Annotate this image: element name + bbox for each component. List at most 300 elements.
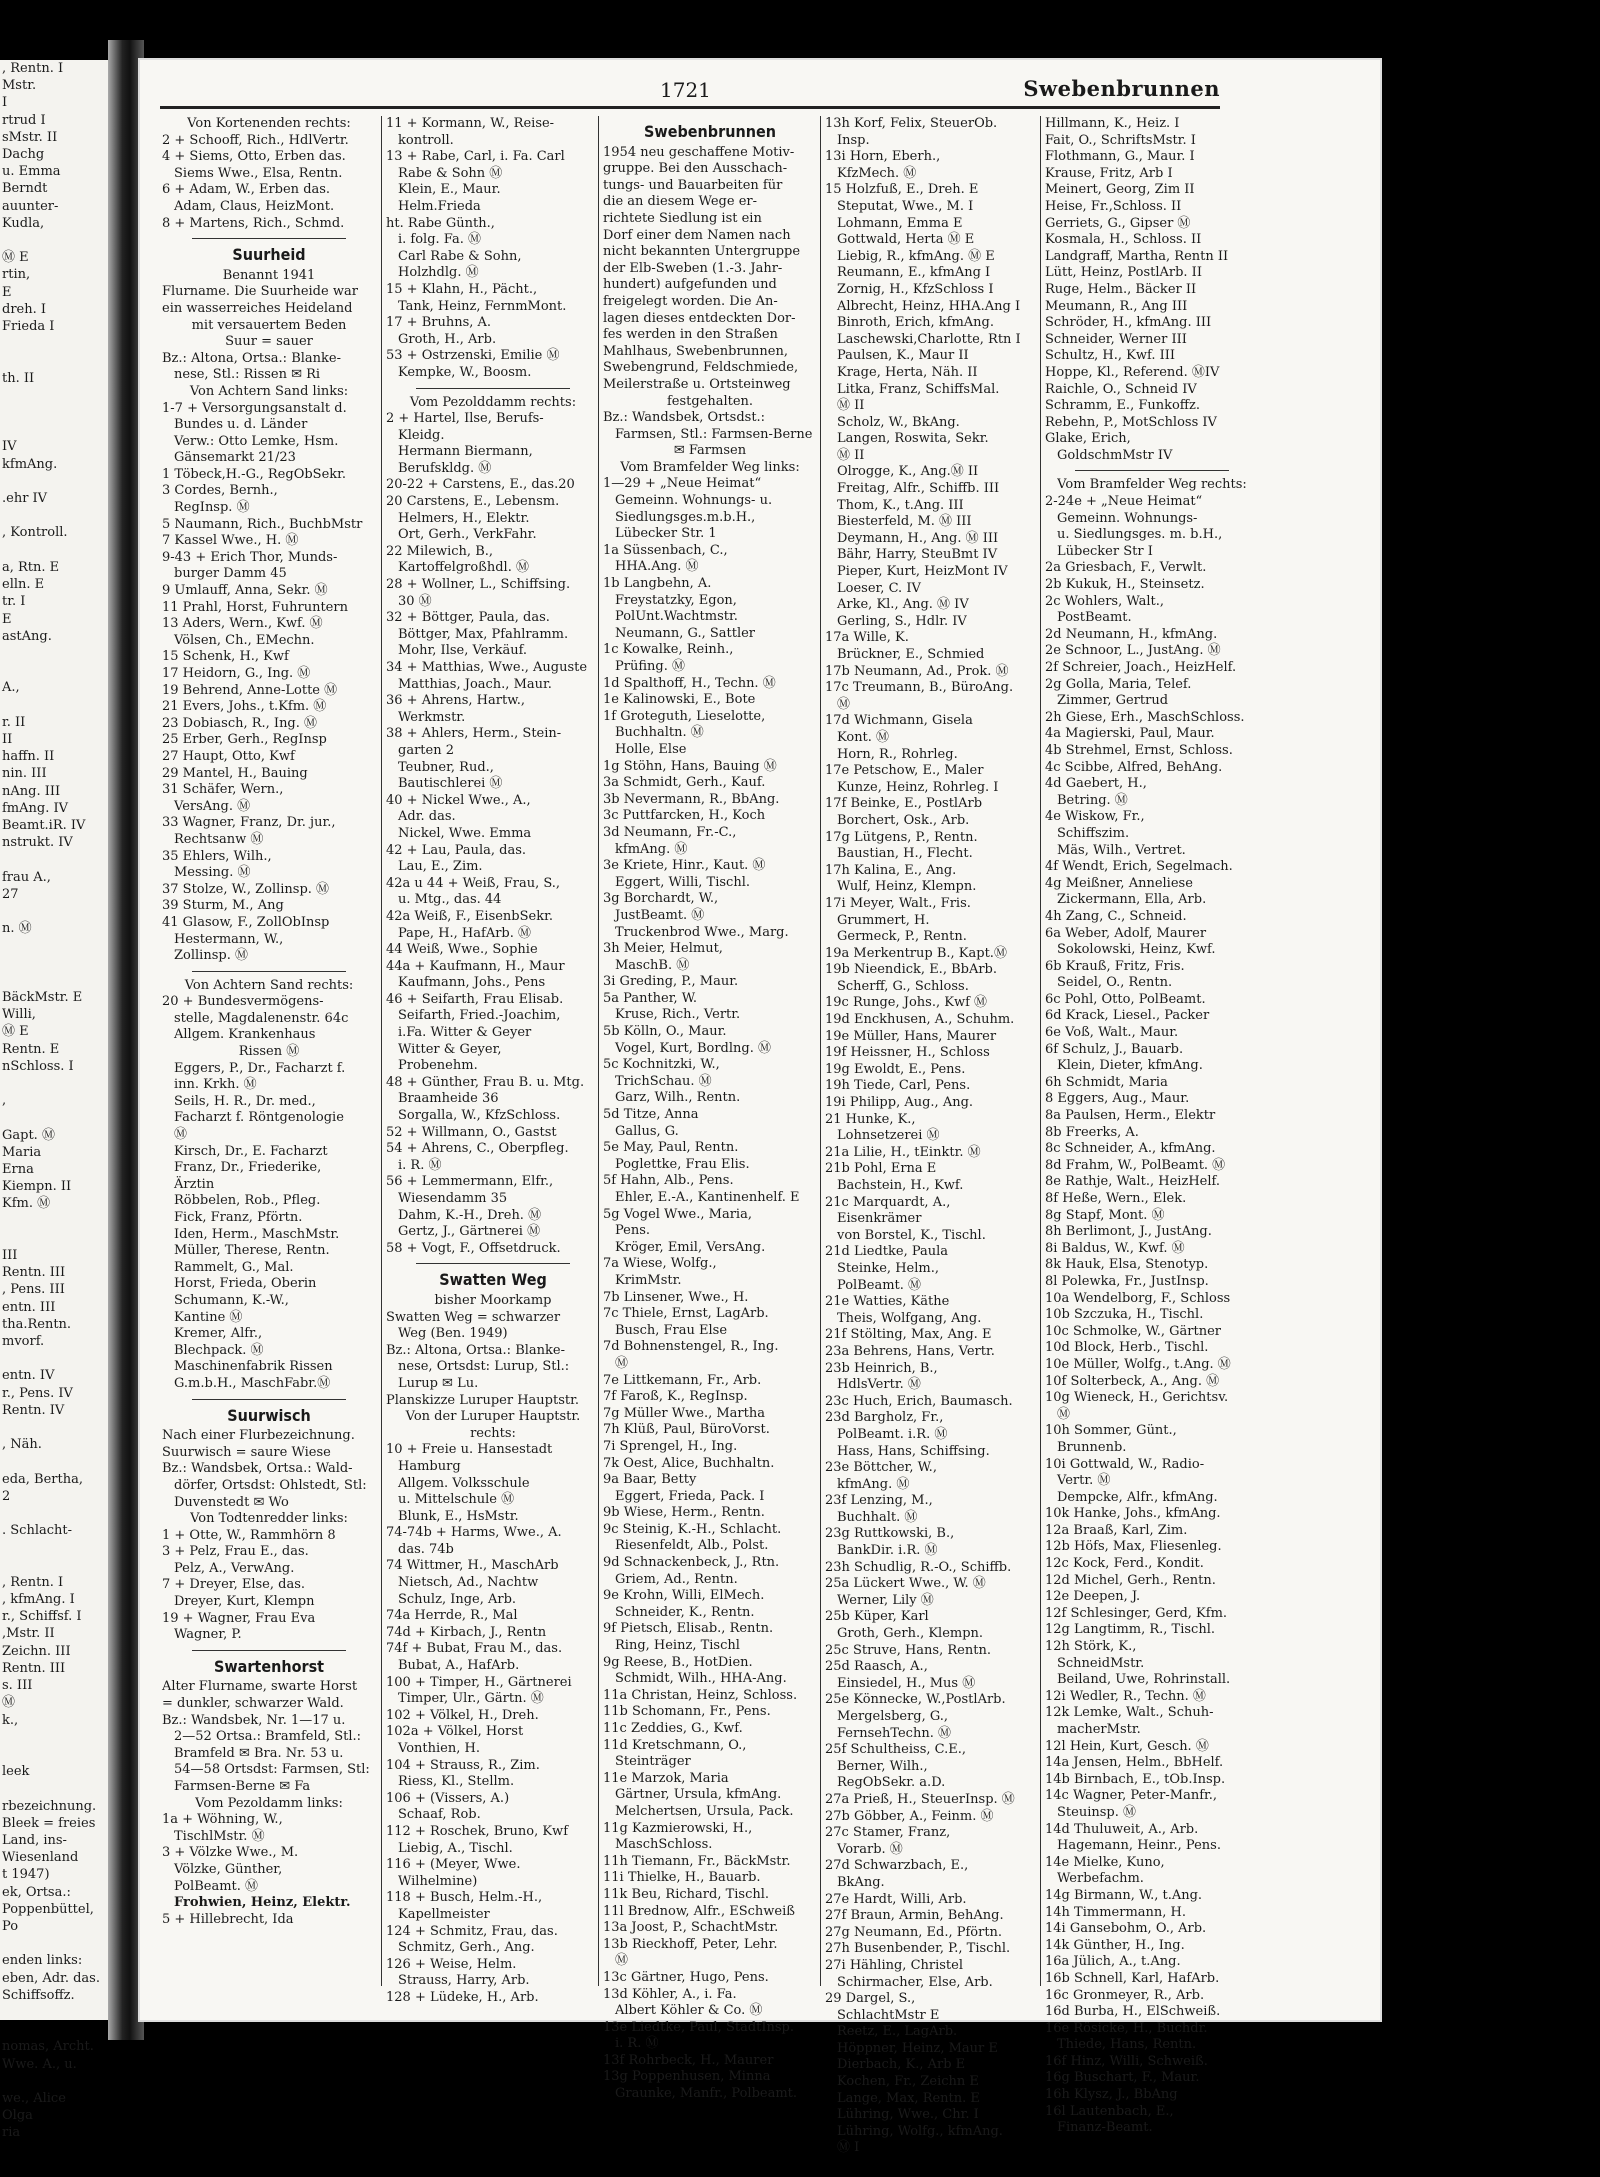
directory-entry: 74-74b + Harms, Wwe., A. [386, 1525, 562, 1541]
directory-entry: Kartoffelgroßhdl. Ⓜ [398, 560, 529, 576]
directory-entry: Alter Flurname, swarte Horst [162, 1679, 358, 1695]
directory-entry: Groth, H., Arb. [398, 331, 497, 347]
section-rule [1075, 470, 1229, 471]
directory-entry: 7 Kassel Wwe., H. Ⓜ [162, 533, 299, 549]
directory-entry: 11h Tiemann, Fr., BäckMstr. [603, 1853, 791, 1869]
directory-entry: i. R. Ⓜ [615, 2036, 659, 2052]
directory-entry: Facharzt f. Röntgenologie [174, 1110, 344, 1126]
directory-entry: 11c Zeddies, G., Kwf. [603, 1721, 743, 1736]
fragment-line: 27 [2, 886, 19, 902]
book-gutter [108, 40, 144, 2040]
page-number: 1721 [660, 78, 711, 102]
directory-entry: Pape, H., HafArb. Ⓜ [398, 925, 532, 941]
directory-entry: 7k Oest, Alice, Buchhaltn. [603, 1455, 775, 1471]
directory-entry: 10b Szczuka, H., Tischl. [1045, 1307, 1204, 1323]
column-1 [162, 116, 376, 1986]
directory-entry: Helmers, H., Elektr. [398, 510, 530, 526]
directory-entry: Meumann, R., Ang III [1045, 298, 1188, 314]
directory-entry: 8e Rathje, Walt., HeizHelf. [1045, 1174, 1220, 1190]
directory-entry: Siems Wwe., Elsa, Rentn. [174, 165, 343, 181]
directory-entry: Steputat, Wwe., M. I [837, 198, 974, 214]
directory-entry: 14d Thuluweit, A., Arb. [1045, 1821, 1199, 1837]
fragment-line: II [2, 731, 13, 747]
directory-entry: 37 Stolze, W., Zollinsp. Ⓜ [162, 881, 330, 897]
directory-entry: Vonthien, H. [398, 1741, 480, 1756]
directory-entry: 11b Schomann, Fr., Pens. [603, 1704, 771, 1720]
directory-entry: 52 + Willmann, O., Gastst [386, 1124, 557, 1140]
directory-entry: TischlMstr. Ⓜ [174, 1828, 265, 1844]
directory-entry: festgehalten. [666, 393, 754, 409]
directory-entry: 4h Zang, C., Schneid. [1045, 908, 1187, 924]
directory-entry: 13 + Rabe, Carl, i. Fa. Carl [386, 149, 565, 165]
directory-entry: 9 Umlauff, Anna, Sekr. Ⓜ [162, 583, 328, 599]
fragment-line: , Pens. III [2, 1282, 65, 1298]
directory-entry: Mergelsberg, G., [837, 1709, 949, 1724]
directory-entry: 4b Strehmel, Ernst, Schloss. [1045, 742, 1233, 758]
street-heading: Suurwisch [227, 1405, 311, 1425]
directory-entry: 4 + Siems, Otto, Erben das. [162, 149, 346, 165]
header-rule [160, 106, 1220, 109]
directory-entry: 1b Langbehn, A. [603, 576, 712, 592]
directory-entry: KfzMech. Ⓜ [837, 165, 917, 181]
directory-entry: Lohmann, Emma E [837, 215, 963, 231]
directory-entry: 17h Kalina, E., Ang. [825, 862, 957, 878]
fragment-line: , Rentn. I [2, 1574, 64, 1590]
directory-entry: Lütt, Heinz, PostlArb. II [1045, 265, 1202, 281]
fragment-line: entn. IV [2, 1368, 55, 1384]
directory-entry: Benannt 1941 [222, 267, 316, 283]
directory-entry: Deymann, H., Ang. Ⓜ III [837, 530, 999, 546]
directory-entry: HHA.Ang. Ⓜ [615, 559, 699, 575]
directory-entry: TrichSchau. Ⓜ [615, 1073, 712, 1089]
directory-entry: 27a Prieß, H., SteuerInsp. Ⓜ [825, 1791, 1015, 1807]
directory-entry: Zimmer, Gertrud [1057, 693, 1169, 709]
directory-entry: 32 + Böttger, Paula, das. [386, 610, 550, 626]
directory-entry: BankDir. i.R. Ⓜ [837, 1543, 938, 1559]
fragment-line [2, 404, 120, 421]
directory-entry: Lübecker Str I [1057, 543, 1153, 559]
directory-entry: Kröger, Emil, VersAng. [615, 1239, 766, 1255]
directory-entry: 16e Rösicke, H., Buchdr. [1045, 2020, 1208, 2036]
directory-entry: 7i Sprengel, H., Ing. [603, 1438, 738, 1454]
fragment-line: nAng. III [2, 783, 61, 799]
directory-entry: 29 Dargel, S., [825, 1991, 916, 2007]
directory-entry: Fick, Franz, Pförtn. [174, 1210, 303, 1225]
directory-entry: Baustian, H., Flecht. [837, 846, 973, 862]
directory-entry: 12e Deepen, J. [1045, 1589, 1141, 1605]
directory-entry: 11g Kazmierowski, H., [603, 1820, 753, 1836]
directory-entry: Witter & Geyer, [398, 1041, 502, 1057]
directory-entry: Bz.: Altona, Ortsa.: Blanke- [386, 1342, 565, 1358]
fragment-line: entn. III [2, 1299, 56, 1315]
fragment-line: Schiffsoffz. [2, 1987, 75, 2003]
directory-entry: gruppe. Bei den Ausschach- [603, 161, 788, 177]
directory-entry: 106 + (Vissers, A.) [386, 1790, 510, 1806]
fragment-line: ria [2, 2125, 21, 2141]
directory-entry: Scholz, W., BkAng. [837, 414, 960, 430]
directory-entry: 19f Heissner, H., Schloss [825, 1045, 990, 1061]
fragment-line [2, 1453, 120, 1470]
directory-entry: die an diesem Wege er- [603, 194, 758, 210]
fragment-line: auunter- [2, 198, 59, 214]
fragment-line: ek, Ortsa.: [2, 1884, 71, 1900]
directory-entry: 15 Schenk, H., Kwf [162, 649, 289, 665]
directory-entry: 104 + Strauss, R., Zim. [386, 1757, 540, 1773]
directory-entry: 23f Lenzing, M., [825, 1493, 933, 1509]
directory-entry: Bachstein, H., Kwf. [837, 1178, 964, 1193]
directory-entry: 14a Jensen, Helm., BbHelf. [1045, 1755, 1224, 1771]
directory-entry: 3i Greding, P., Maur. [603, 974, 739, 990]
fragment-line: eda, Bertha, [2, 1471, 83, 1487]
running-head: Swebenbrunnen [1023, 76, 1220, 101]
directory-entry: FernsehTechn. Ⓜ [837, 1725, 951, 1741]
directory-entry: 19e Müller, Hans, Maurer [825, 1028, 997, 1044]
directory-entry: RegInsp. Ⓜ [174, 500, 250, 516]
directory-entry: Swebengrund, Feldschmiede, [603, 360, 799, 376]
directory-entry: Germeck, P., Rentn. [837, 929, 967, 945]
directory-entry: 46 + Seifarth, Frau Elisab. [386, 991, 564, 1007]
fragment-line [2, 903, 120, 920]
directory-entry: 10k Hanke, Johs., kfmAng. [1045, 1506, 1221, 1522]
directory-entry: Horst, Frieda, Oberin [174, 1276, 317, 1292]
directory-entry: 13f Rohrbeck, H., Maurer [603, 2052, 774, 2068]
directory-entry: Freystatzky, Egon, [615, 592, 737, 608]
directory-entry: 5 + Hillebrecht, Ida [162, 1911, 294, 1927]
directory-entry: 74 Wittmer, H., MaschArb [386, 1558, 559, 1574]
directory-entry: 16d Burba, H., ElSchweiß. [1045, 2004, 1221, 2020]
directory-entry: Graunke, Manfr., Polbeamt. [615, 2086, 798, 2102]
directory-entry: Albrecht, Heinz, HHA.Ang I [837, 298, 1021, 314]
directory-entry: Hagemann, Heinr., Pens. [1057, 1838, 1221, 1854]
directory-entry: 23g Ruttkowski, B., [825, 1526, 955, 1542]
directory-entry: Klein, Dieter, kfmAng. [1057, 1058, 1203, 1074]
directory-entry: 13i Horn, Eberh., [825, 149, 941, 165]
directory-entry: Seifarth, Fried.-Joachim, [398, 1008, 561, 1024]
directory-entry: 21 Evers, Johs., t.Kfm. Ⓜ [162, 699, 327, 715]
directory-entry: G.m.b.H., MaschFabr.Ⓜ [174, 1375, 331, 1391]
directory-entry: Planskizze Luruper Hauptstr. [386, 1392, 580, 1408]
directory-entry: Prüfing. Ⓜ [615, 659, 685, 674]
directory-entry: GoldschmMstr IV [1057, 447, 1173, 463]
directory-entry: 12d Michel, Gerh., Rentn. [1045, 1572, 1216, 1588]
directory-entry: Beiland, Uwe, Rohrinstall. [1057, 1672, 1231, 1688]
directory-entry: 17c Treumann, B., BüroAng. [825, 680, 1014, 696]
directory-entry: Flurname. Die Suurheide war [162, 284, 358, 300]
directory-entry: 25b Küper, Karl [825, 1609, 929, 1625]
directory-entry: u. Siedlungsges. m. b.H., [1057, 527, 1223, 543]
directory-entry: 27g Neumann, Ed., Pförtn. [825, 1924, 1003, 1940]
fragment-line: leek [2, 1764, 30, 1780]
fragment-line [2, 1505, 120, 1522]
directory-entry: 14g Birmann, W., t.Ang. [1045, 1887, 1203, 1903]
directory-entry: 8 Eggers, Aug., Maur. [1045, 1091, 1190, 1107]
directory-entry: Heise, Fr.,Schloss. II [1045, 198, 1182, 214]
directory-entry: Buchhalt. Ⓜ [837, 1509, 918, 1525]
column-divider [598, 116, 599, 1986]
directory-entry: 12l Hein, Kurt, Gesch. Ⓜ [1045, 1738, 1209, 1754]
directory-entry: 16a Jülich, A., t.Ang. [1045, 1954, 1181, 1970]
directory-entry: 13a Joost, P., SchachtMstr. [603, 1920, 779, 1936]
directory-entry: 5b Kölln, O., Maur. [603, 1024, 727, 1040]
directory-entry: 5f Hahn, Alb., Pens. [603, 1173, 734, 1189]
directory-entry: Riess, Kl., Stellm. [398, 1774, 515, 1790]
directory-entry: Maschinenfabrik Rissen [174, 1359, 333, 1375]
directory-entry: SchneidMstr. [1057, 1655, 1145, 1671]
directory-entry: Schramm, E., Funkoffz. [1045, 398, 1201, 414]
fragment-line [2, 1213, 120, 1230]
fragment-line: , kfmAng. I [2, 1592, 75, 1608]
directory-entry: 13d Köhler, A., i. Fa. [603, 1986, 737, 2002]
directory-entry: Grummert, H. [837, 912, 930, 928]
directory-entry: Messing. Ⓜ [174, 865, 251, 881]
directory-entry: das. 74b [398, 1541, 454, 1557]
directory-entry: 19d Enckhusen, A., Schuhm. [825, 1012, 1015, 1028]
fragment-line: dreh. I [2, 301, 47, 317]
directory-entry: Thiede, Hans, Rentn. [1057, 2037, 1197, 2053]
directory-entry: Buchhaltn. Ⓜ [615, 725, 704, 741]
fragment-line: Kiempn. II [2, 1179, 72, 1195]
directory-entry: dörfer, Ortsdst: Ohlstedt, Stl: [174, 1477, 367, 1493]
directory-entry: Borchert, Osk., Arb. [837, 812, 970, 828]
directory-entry: SchlachtMstr E [837, 2007, 940, 2023]
directory-entry: Seidel, O., Rentn. [1057, 975, 1173, 991]
directory-entry: 9d Schnackenbeck, J., Rtn. [603, 1555, 780, 1571]
fragment-line: eben, Adr. das. [2, 1970, 100, 1986]
fragment-line: Gapt. Ⓜ [2, 1127, 55, 1143]
directory-entry: Langen, Roswita, Sekr. [837, 431, 989, 447]
directory-entry: 25e Könnecke, W.,PostlArb. [825, 1692, 1006, 1708]
directory-entry: 5e May, Paul, Rentn. [603, 1140, 739, 1156]
fragment-line: Kudla, [2, 215, 45, 231]
directory-entry: 23 Dobiasch, R., Ing. Ⓜ [162, 715, 318, 731]
fragment-line [2, 1350, 120, 1367]
directory-entry: Rabe & Sohn Ⓜ [398, 165, 503, 181]
fragment-line: th. II [2, 370, 35, 386]
directory-entry: 19b Nieendick, E., BbArb. [825, 962, 998, 978]
fragment-line: E [2, 284, 12, 300]
directory-entry: 11 + Kormann, W., Reise- [386, 116, 555, 131]
fragment-line: nin. III [2, 766, 47, 782]
directory-entry: 3a Schmidt, Gerh., Kauf. [603, 775, 766, 791]
directory-entry: 7 + Dreyer, Else, das. [162, 1577, 305, 1593]
directory-entry: 23a Behrens, Hans, Vertr. [825, 1343, 995, 1359]
directory-entry: VersAng. Ⓜ [174, 798, 251, 814]
directory-entry: 19c Runge, Johs., Kwf Ⓜ [825, 995, 988, 1011]
directory-entry: Schmitz, Gerh., Ang. [398, 1940, 535, 1956]
fragment-line: rtin, [2, 267, 31, 283]
directory-entry: Von Kortenenden rechts: [187, 116, 351, 131]
directory-entry: 8a Paulsen, Herm., Elektr [1045, 1108, 1216, 1124]
directory-entry: nese, Ortsdst: Lurup, Stl.: [398, 1359, 570, 1375]
fragment-line: 2 [2, 1488, 11, 1504]
directory-entry: 31 Schäfer, Wern., [162, 782, 284, 798]
directory-entry: i.Fa. Witter & Geyer [398, 1025, 532, 1041]
directory-entry: 112 + Roschek, Bruno, Kwf [386, 1823, 568, 1839]
fragment-line: Land, ins- [2, 1832, 67, 1848]
directory-entry: Braamheide 36 [398, 1091, 499, 1107]
directory-entry: Schneider, Werner III [1045, 331, 1187, 347]
fragment-line: we., Alice [2, 2090, 66, 2106]
directory-entry: Steuinsp. Ⓜ [1057, 1804, 1136, 1820]
directory-entry: 27d Schwarzbach, E., [825, 1858, 969, 1874]
directory-entry: hundert) aufgefunden und [603, 277, 777, 293]
directory-entry: 27b Göbber, A., Feinm. Ⓜ [825, 1808, 994, 1824]
column-divider [1040, 116, 1041, 1986]
directory-entry: 1e Kalinowski, E., Bote [603, 692, 756, 708]
directory-entry: 3c Puttfarcken, H., Koch [603, 808, 766, 824]
directory-entry: 116 + (Meyer, Wwe. [386, 1857, 521, 1873]
directory-entry: i. folg. Fa. Ⓜ [398, 232, 481, 248]
fragment-line: nstrukt. IV [2, 835, 73, 851]
directory-entry: 3e Kriete, Hinr., Kaut. Ⓜ [603, 858, 766, 874]
directory-entry: Schröder, H., kfmAng. III [1045, 315, 1212, 331]
directory-entry: Böttger, Max, Pfahlramm. [398, 626, 569, 642]
directory-entry: 15 + Klahn, H., Pächt., [386, 281, 538, 297]
fragment-line: r., Schiffsf. I [2, 1609, 82, 1625]
directory-entry: 4e Wiskow, Fr., [1045, 809, 1145, 825]
directory-entry: Wagner, P. [174, 1627, 242, 1643]
directory-entry: Schirmacher, Else, Arb. [837, 1974, 993, 1990]
fragment-line: Ⓜ [2, 1695, 16, 1711]
directory-entry: 14h Timmermann, H. [1045, 1904, 1186, 1920]
directory-entry: 9a Baar, Betty [603, 1472, 697, 1488]
fragment-line: Bleek = freies [2, 1815, 96, 1831]
fragment-line [2, 1075, 120, 1092]
directory-entry: Ⓜ [1057, 1406, 1071, 1422]
directory-entry: 9g Reese, B., HotDien. [603, 1654, 753, 1670]
directory-entry: 10h Sommer, Günt., [1045, 1423, 1177, 1439]
directory-entry: 13b Rieckhoff, Peter, Lehr. [603, 1936, 778, 1952]
fragment-line: tr. I [2, 594, 26, 610]
directory-entry: Ⓜ [837, 696, 851, 712]
fragment-line [2, 352, 120, 369]
directory-entry: 30 Ⓜ [398, 593, 432, 609]
directory-entry: Ort, Gerh., VerkFahr. [398, 527, 537, 543]
directory-entry: Berner, Wilh., [837, 1758, 928, 1774]
fragment-line: ,Mstr. II [2, 1626, 55, 1642]
fragment-line [2, 1109, 120, 1126]
directory-entry: Gottwald, Herta Ⓜ E [837, 232, 975, 248]
directory-entry: 2a Griesbach, F., Verwlt. [1045, 560, 1207, 576]
fragment-line: n. Ⓜ [2, 921, 32, 937]
directory-entry: Liebig, R., kfmAng. Ⓜ E [837, 248, 995, 264]
directory-entry: Fait, O., SchriftsMstr. I [1045, 132, 1196, 148]
fragment-line: , [2, 1093, 7, 1109]
directory-entry: PolBeamt. Ⓜ [837, 1277, 922, 1293]
fragment-line [2, 937, 120, 954]
directory-entry: Einsiedel, H., Mus Ⓜ [837, 1675, 976, 1691]
directory-entry: 20 Carstens, E., Lebensm. [386, 494, 560, 510]
directory-entry: MaschB. Ⓜ [615, 957, 690, 973]
directory-entry: Theis, Wolfgang, Ang. [837, 1310, 982, 1326]
directory-entry: Lurup ✉ Lu. [398, 1375, 479, 1391]
directory-entry: 3 Cordes, Bernh., [162, 483, 278, 499]
directory-entry: mit versauertem Beden [191, 317, 347, 333]
directory-entry: 4a Magierski, Paul, Maur. [1045, 726, 1215, 742]
directory-entry: 3g Borchardt, W., [603, 891, 719, 907]
fragment-line: sMstr. II [2, 129, 58, 145]
directory-entry: Röbbelen, Rob., Pfleg. [174, 1193, 321, 1209]
directory-entry: 19h Tiede, Carl, Pens. [825, 1078, 971, 1094]
directory-entry: 42 + Lau, Paula, das. [386, 842, 527, 858]
directory-entry: RegObSekr. a.D. [837, 1775, 946, 1791]
section-rule [192, 238, 346, 239]
directory-entry: 2f Schreier, Joach., HeizHelf. [1045, 660, 1237, 675]
directory-entry: von Borstel, K., Tischl. [837, 1227, 986, 1243]
directory-entry: kfmAng. Ⓜ [615, 841, 688, 857]
directory-entry: 124 + Schmitz, Frau, das. [386, 1923, 558, 1939]
directory-entry: richtete Siedlung ist ein [603, 210, 762, 226]
directory-entry: 12a Braaß, Karl, Zim. [1045, 1522, 1188, 1538]
directory-entry: HdlsVertr. Ⓜ [837, 1377, 921, 1393]
directory-entry: macherMstr. [1057, 1722, 1141, 1737]
fragment-line: Rentn. E [2, 1041, 60, 1057]
fragment-line [2, 662, 120, 679]
directory-entry: Rammelt, G., Mal. [174, 1259, 294, 1275]
street-heading: Swebenbrunnen [644, 122, 776, 141]
directory-entry: 56 + Lemmermann, Elfr., [386, 1174, 554, 1190]
directory-entry: Bz.: Wandsbek, Nr. 1—17 u. [162, 1712, 346, 1728]
directory-entry: Berufskldg. Ⓜ [398, 460, 492, 476]
fragment-line [2, 2021, 120, 2038]
directory-entry: Carl Rabe & Sohn, [398, 248, 522, 264]
directory-entry: 21 Hunke, K., [825, 1111, 916, 1127]
directory-entry: 74f + Bubat, Frau M., das. [386, 1641, 563, 1657]
directory-entry: Ärztin [174, 1176, 215, 1192]
directory-entry: 17a Wille, K. [825, 630, 909, 646]
directory-entry: 3 + Pelz, Frau E., das. [162, 1544, 309, 1560]
directory-entry: Eggert, Willi, Tischl. [615, 874, 751, 890]
directory-entry: 1-7 + Versorgungsanstalt d. [162, 400, 347, 416]
directory-entry: 1954 neu geschaffene Motiv- [603, 144, 795, 160]
fragment-line: s. III [2, 1678, 33, 1694]
section-rule [192, 1399, 346, 1400]
directory-entry: 6h Schmidt, Maria [1045, 1074, 1168, 1090]
directory-entry: Pieper, Kurt, HeizMont IV [837, 564, 1008, 580]
directory-entry: 5 Naumann, Rich., BuchbMstr [162, 516, 363, 532]
directory-entry: Arke, Kl., Ang. Ⓜ IV [837, 597, 969, 613]
directory-entry: Teubner, Rud., [398, 759, 494, 775]
directory-entry: Nietsch, Ad., Nachtw [398, 1575, 539, 1591]
directory-entry: 9c Steinig, K.-H., Schlacht. [603, 1521, 782, 1537]
directory-entry: 21e Watties, Käthe [825, 1294, 950, 1310]
fragment-line [2, 2004, 120, 2021]
directory-entry: Binroth, Erich, kfmAng. [837, 315, 994, 331]
fragment-line [2, 1557, 120, 1574]
directory-entry: 1a + Wöhning, W., [162, 1812, 283, 1828]
fragment-line [2, 473, 120, 490]
directory-entry: 7g Müller Wwe., Martha [603, 1405, 765, 1421]
directory-entry: PolUnt.Wachtmstr. [615, 609, 738, 625]
fragment-line: fmAng. IV [2, 800, 69, 816]
directory-entry: Scherff, G., Schloss. [837, 978, 969, 994]
directory-entry: 7h Klüß, Paul, BüroVorst. [603, 1422, 770, 1438]
directory-entry: 7f Faroß, K., RegInsp. [603, 1389, 748, 1405]
directory-entry: Eggers, P., Dr., Facharzt f. [174, 1060, 346, 1076]
fragment-line: Willi, [2, 1007, 36, 1023]
directory-entry: Klein, E., Maur. [398, 182, 501, 198]
directory-entry: 12i Wedler, R., Techn. Ⓜ [1045, 1688, 1206, 1704]
directory-entry: Albert Köhler & Co. Ⓜ [615, 2003, 763, 2019]
fragment-line: Berndt [2, 181, 48, 197]
fragment-line: nomas, Archt. [2, 2039, 94, 2055]
directory-entry: 10i Gottwald, W., Radio- [1045, 1456, 1205, 1472]
directory-entry: 8 + Martens, Rich., Schmd. [162, 215, 345, 231]
directory-entry: 8f Heße, Wern., Elek. [1045, 1191, 1187, 1206]
directory-entry: Tank, Heinz, FernmMont. [398, 298, 567, 314]
directory-entry: Wilhelmine) [398, 1873, 478, 1889]
directory-entry: 8b Freerks, A. [1045, 1124, 1139, 1140]
